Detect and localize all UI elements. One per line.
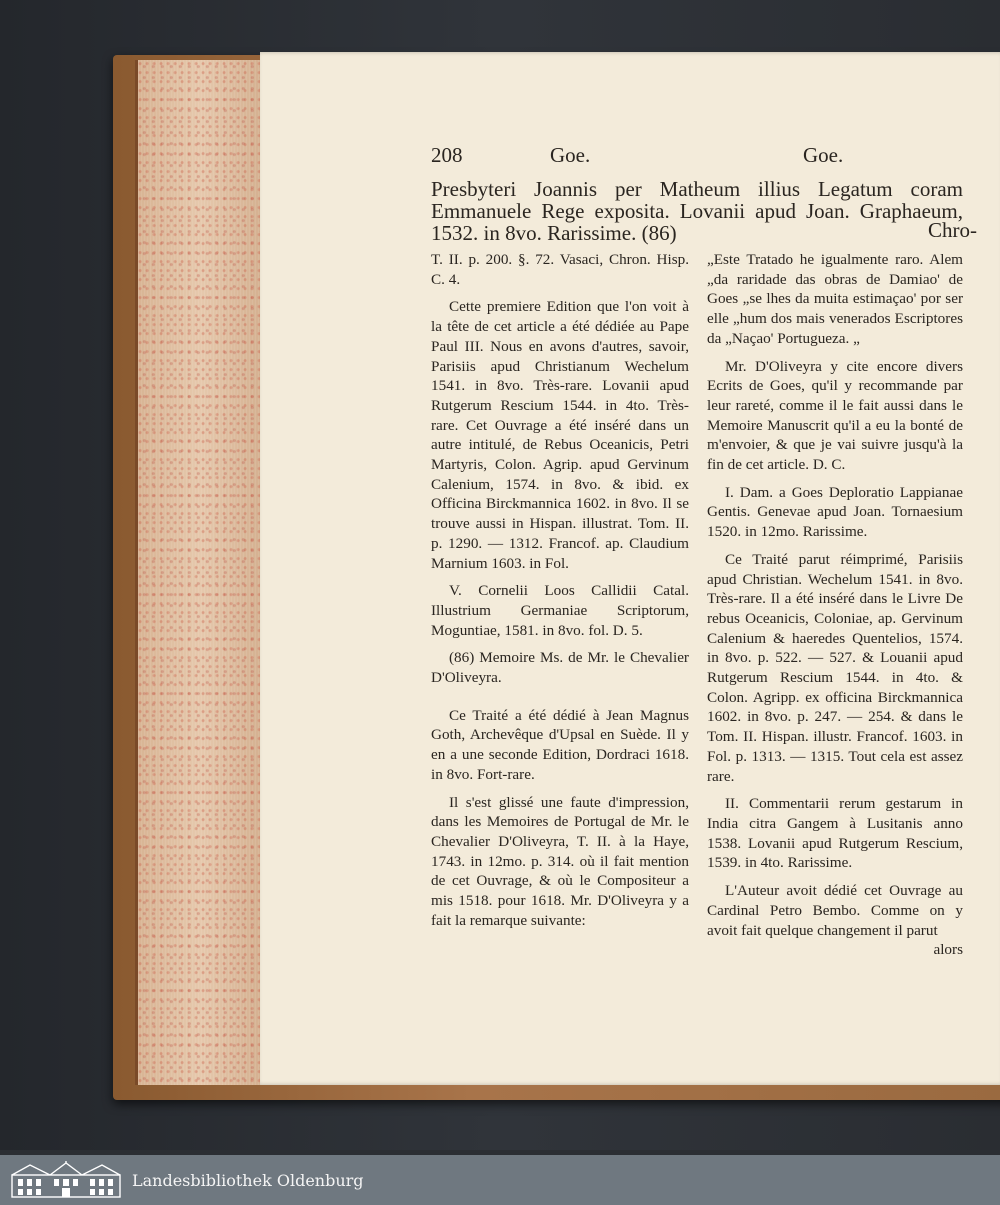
paragraph: T. II. p. 200. §. 72. Vasaci, Chron. Hisp. C. 4. <box>431 251 689 288</box>
left-column <box>431 250 689 939</box>
footer-bar <box>0 1155 1000 1205</box>
quotation: „Este Tratado he igualmente raro. Alem „da raridade das obras de Damiao' de Goes „se lhes da muita estimaçao' por ser elle „hum dos mais venerados Escriptores da „Naçao' Portugueza. „ <box>707 251 963 347</box>
running-head-right: Goe. <box>803 143 844 167</box>
page-edges <box>135 60 263 1085</box>
page-number: 208 <box>431 143 463 167</box>
paragraph: L'Auteur avoit dédié cet Ouvrage au Cardinal Petro Bembo. Comme on y avoit fait quelque changement il parut <box>707 882 963 939</box>
paragraph: I. Dam. a Goes Deploratio Lappianae Gentis. Genevae apud Joan. Tornaesium 1520. in 12mo. Rarissime. <box>707 483 963 541</box>
catchword-bottom: alors <box>933 941 963 959</box>
paragraph: Mr. D'Oliveyra y cite encore divers Ecrits de Goes, qu'il y recommande par leur rareté, comme il le fait aussi dans le Memoire Manuscrit qu'il a eu la bonté de m'envoier, & que je vai suivre jusqu'à la fin de cet article. D. C. <box>707 357 963 474</box>
paragraph: V. Cornelii Loos Callidii Catal. Illustrium Germaniae Scriptorum, Moguntiae, 1581. in 8vo. fol. D. 5. <box>431 582 689 639</box>
paragraph: Ce Traité parut réimprimé, Parisiis apud Christian. Wechelum 1541. in 8vo. Très-rare. Il a été inséré dans le Livre De rebus Oceanicis, Coloniae, ap. Gervinum Calenium & haeredes Quentelios, 1574. in 8vo. p. 522. — 527. & Louanii apud Rutgerum Rescium 1544. in 4to. & Colon. Agripp. ex officina Birckmannica 1602. in 8vo. p. 247. — 254. & dans le Tom. II. Hispan. illustr. Francof. 1603. in Fol. p. 1313. — 1315. Tout cela est assez rare. <box>707 550 963 785</box>
paragraph: II. Commentarii rerum gestarum in India citra Gangem à Lusitanis anno 1538. Lovanii apud Rutgerum Rescium, 1539. in 4to. Rarissime. <box>707 795 963 872</box>
running-head-left: Goe. <box>550 143 591 167</box>
right-column <box>707 250 963 960</box>
paragraph: Cette premiere Edition que l'on voit à la tête de cet article a été dédiée au Pape Paul III. Nous en avons d'autres, savoir, Parisiis apud Christianum Wechelum 1541. in 8vo. Très-rare. Lovanii apud Rutgerum Rescium 1544. in 4to. Très-rare. Cet Ouvrage a été inséré dans un autre intitulé, de Rebus Oceanicis, Petri Martyris, Colon. Agrip. apud Gervinum Calenium, 1574. in 8vo. & ibid. ex Officina Birckmannica 1602. in 8vo. Il se trouve aussi in Hispan. illustrat. Tom. II. p. 1290. — 1312. Francof. ap. Claudium Marnium 1603. in Fol. <box>431 298 689 572</box>
footnote-86: (86) Memoire Ms. de Mr. le Chevalier D'Oliveyra. <box>431 649 689 687</box>
library-building-icon <box>10 1161 122 1199</box>
paragraph: Il s'est glissé une faute d'impression, dans les Memoires de Portugal de Mr. le Chevalier D'Oliveyra, T. II. à la Haye, 1743. in 12mo. p. 314. où il fait mention de cet Ouvrage, & où le Compositeur a mis 1518. pour 1618. Mr. D'Oliveyra y a fait la remarque suivante: <box>431 793 689 929</box>
library-name: Landesbibliothek Oldenburg <box>132 1170 364 1190</box>
paragraph: Ce Traité a été dédié à Jean Magnus Goth, Archevêque d'Upsal en Suède. Il y en a une seconde Edition, Dordraci 1618. in 8vo. Fort-rare. <box>431 706 689 783</box>
catchword-top: Chro- <box>928 218 977 242</box>
entry-title: Presbyteri Joannis per Matheum illius Legatum coram Emmanuele Rege exposita. Lovanii apud Joan. Graphaeum, 1532. in 8vo. Rarissime. (86) <box>431 177 963 245</box>
